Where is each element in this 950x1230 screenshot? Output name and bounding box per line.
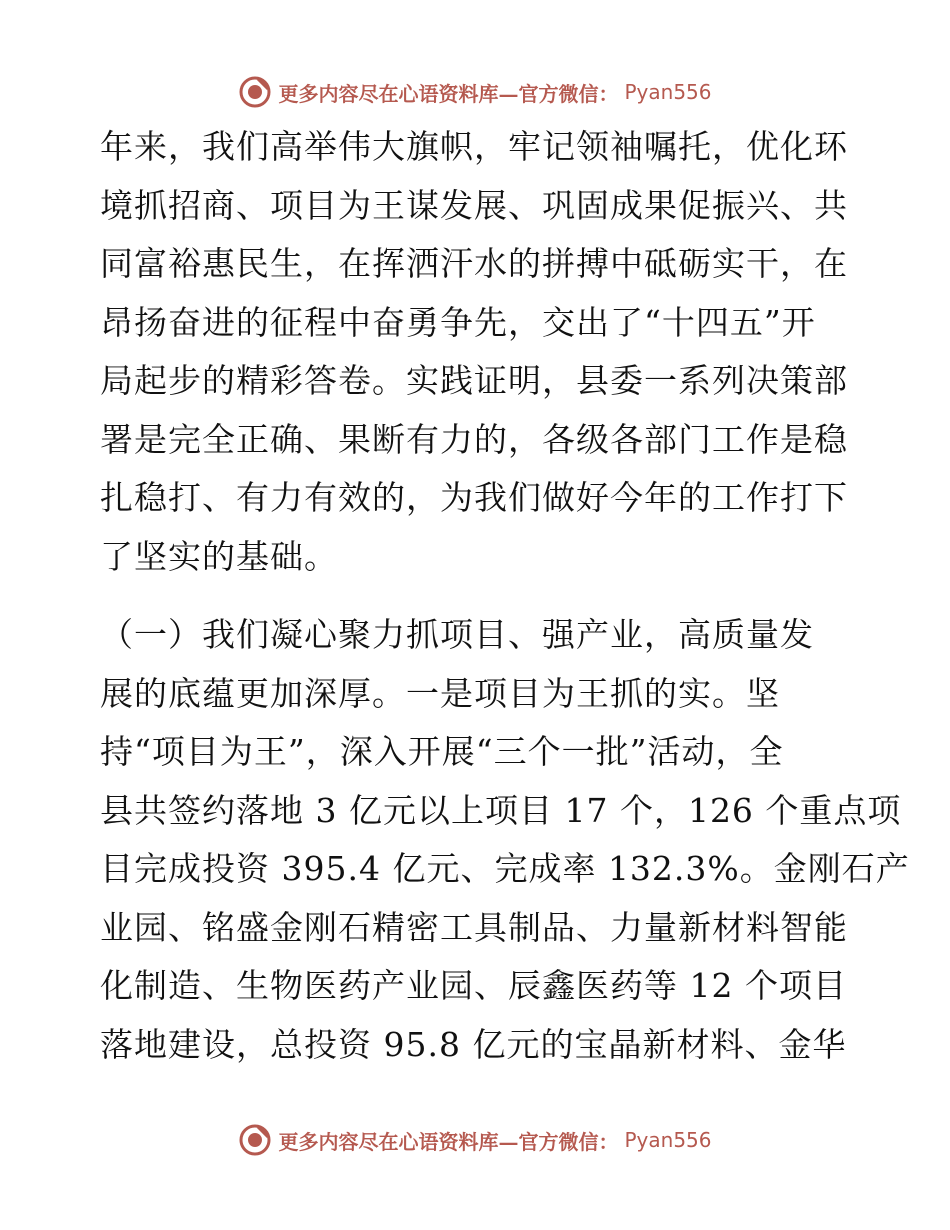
text-line: 县共签约落地 3 亿元以上项目 17 个，126 个重点项 [100,790,902,830]
document-body [100,118,910,1074]
text-line: 展的底蕴更加深厚。一是项目为王抓的实。坚 [100,673,780,713]
text-line: 年来，我们高举伟大旗帜，牢记领袖嘱托，优化环 [100,127,848,166]
text-line: 化制造、生物医药产业园、辰鑫医药等 12 个项目 [100,966,847,1005]
paragraph-gap [100,586,850,606]
paragraph-1 [100,118,850,586]
text-line: 目完成投资 395.4 亿元、完成率 132.3%。金刚石产 [100,849,910,888]
watermark-text: 更多内容尽在心语资料库—官方微信： [278,1129,619,1154]
watermark-wechat-id: Pyan556 [624,1128,712,1152]
text-line: 持“项目为王”，深入开展“三个一批”活动，全 [100,732,784,771]
watermark-wechat-id: Pyan556 [624,80,712,104]
text-line: 署是完全正确、果断有力的，各级各部门工作是稳 [100,419,848,459]
text-line: 同富裕惠民生，在挥洒汗水的拼搏中砥砺实干，在 [100,244,848,283]
paragraph-2 [100,606,910,1074]
text-line: （一）我们凝心聚力抓项目、强产业，高质量发 [100,615,814,654]
text-line: 落地建设，总投资 95.8 亿元的宝晶新材料、金华 [100,1024,847,1064]
text-line: 局起步的精彩答卷。实践证明，县委一系列决策部 [100,361,848,400]
header-watermark [0,72,950,112]
logo-icon [238,1123,272,1157]
text-line: 扎稳打、有力有效的，为我们做好今年的工作打下 [100,478,848,517]
watermark-text: 更多内容尽在心语资料库—官方微信： [278,81,619,106]
footer-watermark [0,1120,950,1160]
text-line: 境抓招商、项目为王谋发展、巩固成果促振兴、共 [100,185,848,225]
text-line: 了坚实的基础。 [100,536,338,576]
text-line: 业园、铭盛金刚石精密工具制品、力量新材料智能 [100,907,848,947]
logo-icon [238,75,272,109]
text-line: 昂扬奋进的征程中奋勇争先，交出了“十四五”开 [100,302,816,342]
